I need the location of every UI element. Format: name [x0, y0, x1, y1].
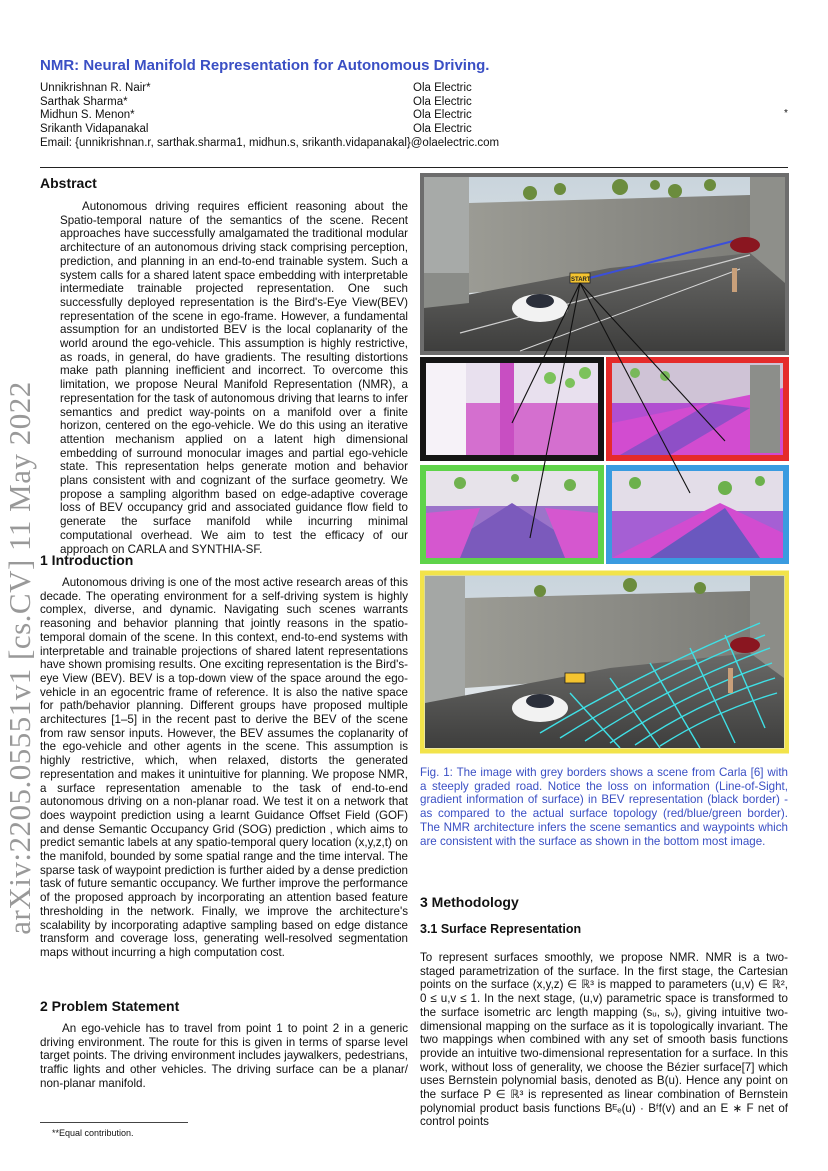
- author-name: Unnikrishnan R. Nair*: [40, 82, 151, 94]
- figure-1-caption: [420, 766, 788, 848]
- author-affiliation: Ola Electric: [413, 109, 472, 122]
- problem-statement-section: [40, 998, 408, 1091]
- author-affiliation: Ola Electric: [413, 95, 472, 108]
- figure-1-illustration: [420, 173, 789, 758]
- author-name: Srikanth Vidapanakal: [40, 122, 149, 135]
- author-affiliation: Ola Electric: [413, 82, 472, 94]
- surface-representation-text: To represent surfaces smoothly, we propose NMR. NMR is a two-staged parametrization of the surface. In the first stage, the Cartesian points on the surface (x,y,z) ∈ ℝ³ is mapped to parameters (u,v) ∈ ℝ², 0 ≤ u,v ≤ 1. In the next stage, (u,v) parametric space is transformed to the surface isometric arc length mapping (sᵤ, sᵥ), giving intuitive two-dimensional mapping on the surface as it is topologically invariant. The two mappings when combined with any set of smooth basis functions provide an intuitive two-dimensional representation for a surface. In this work, without loss of generality, we choose the Bézier surface[7] which uses Bernstein polynomial basis, denoted as B(u). Hence any point on the surface P ∈ ℝ³ is represented as linear combination of Bernstein polynomial product basis functions Bᴱₑ(u) · Bᶠf(v) and an E ∗ F net of control points: [420, 951, 788, 1129]
- methodology-heading: 3 Methodology: [420, 894, 519, 910]
- footnote: **Equal contribution.: [52, 1128, 134, 1138]
- bev-panel: [423, 360, 601, 458]
- caption-text: The image with grey borders shows a scene from Carla [6] with a steeply graded road. Notice the loss on information (Line-of-Sight, gradient information of surface) in BEV representation (black border) - as compared to the actual surface topology (red/blue/green border). The NMR architecture infers the scene semantics and waypoints which are consistent with the surface as shown in the bottom most image.: [420, 766, 788, 848]
- author-affiliation: Ola Electric: [413, 122, 472, 135]
- abstract-heading: Abstract: [40, 175, 97, 191]
- nmr-prediction-panel: [422, 573, 787, 751]
- abstract-section: [40, 175, 408, 556]
- surface-panel-red: [609, 360, 786, 458]
- introduction-section: [40, 552, 408, 960]
- footnote-divider: [40, 1122, 188, 1123]
- header-divider: [40, 167, 788, 168]
- problem-statement-heading: 2 Problem Statement: [40, 998, 180, 1014]
- author-emails: Email: {unnikrishnan.r, sarthak.sharma1, midhun.s, srikanth.vidapanakal}@olaelectric.com: [40, 137, 500, 149]
- methodology-section: [420, 894, 788, 1129]
- caption-label: Fig. 1:: [420, 766, 453, 779]
- star-mark: *: [784, 108, 788, 119]
- author-affiliations: [413, 82, 472, 136]
- surface-panel-green: [423, 468, 601, 561]
- surface-panel-blue: [609, 468, 786, 561]
- problem-statement-text: An ego-vehicle has to travel from point 1 to point 2 in a generic driving environment. The route for this is given in terms of sparse level target points. The driving environment includes jaywalkers, pedestrians, traffic lights and other vehicles. The driving surface can be a planar/ non-planar manifold.: [40, 1022, 408, 1090]
- carla-scene-panel: [422, 175, 787, 353]
- abstract-text: Autonomous driving requires efficient reasoning about the Spatio-temporal nature of the semantics of the scene. Recent approaches have successfully amalgamated the traditional modular architecture of an autonomous driving stack comprising perception, prediction, and planning in an end-to-end trainable system. Such a system calls for a shared latent space embedding with interpretable intermediate trainable projected representation. One such successfully deployed representation is the Bird's-Eye View(BEV) representation of the scene in ego-frame. However, a fundamental assumption for an undistorted BEV is the local coplanarity of the world around the ego-vehicle. This assumption is highly restrictive, as roads, in general, do have gradients. The resulting distortions make path planning inefficient and incorrect. To overcome this limitation, we propose Neural Manifold Representation (NMR), a representation for the task of autonomous driving that learns to infer semantics and predict way-points on a manifold over a finite horizon, centered on the ego-vehicle. We do this using an iterative attention mechanism applied on a latent high dimensional embedding of surround monocular images and partial ego-vehicle state. This representation helps generate motion and behavior plans consistent with and cognizant of the surface geometry. We propose a sampling algorithm based on edge-adaptive coverage loss of BEV occupancy grid and associated guidance flow field to generate the surface manifold while incurring minimal computational overhead. We aim to test the efficacy of our approach on CARLA and SYNTHIA-SF.: [60, 200, 409, 556]
- introduction-text: Autonomous driving is one of the most active research areas of this decade. The operating environment for a self-driving system is highly complex, diverse, and dynamic. Navigating such scenes warrants reasoning and behavior planning that jointly reasons in the spatio-temporal domain of the scene. In this context, end-to-end systems with interpretable and trainable projections of shared latent representations have shown promising results. One exciting representation is the Bird's-eye View (BEV). BEV is a top-down view of the space around the ego-vehicle in an egocentric frame of reference. It is also the native space for path/behavior planning. Different groups have proposed multiple architectures [1–5] in the recent past to derive the BEV of the scene from raw sensor inputs. However, the BEV assumes the coplanarity of the ego-vehicle and other agents in the scene. This assumption is highly restrictive, which, when relaxed, distorts the generated representation and makes it unintuitive for planning. We propose NMR, a surface representation amenable to the task of end-to-end autonomous driving on a non-planar road. We test it on a network that does waypoint prediction using a learnt Guidance Offset Field (GOF) and dense Semantic Occupancy Grid (SOG) prediction , which aims to predict semantic labels at any spatio-temporal query location (x,y,z,t) on the manifold, bounded by some spatial range and the time interval. The sparse task of waypoint prediction is further aided by a dense prediction task of future semantic occupancy. We further improve the performance of the proposed approach by incorporating an attention based feature thresholding in the network. Finally, we improve the architecture's scalability by incorporating adaptive sampling based on edge distance transform and coverage loss, generating well-resolved segmentation maps without incurring a high computation cost.: [40, 576, 408, 959]
- paper-title: NMR: Neural Manifold Representation for Autonomous Driving.: [40, 57, 490, 74]
- author-names: [40, 82, 151, 136]
- author-name: Midhun S. Menon*: [40, 109, 135, 122]
- start-label: START: [571, 277, 591, 283]
- figure-1: [420, 173, 789, 758]
- introduction-heading: 1 Introduction: [40, 552, 134, 568]
- author-name: Sarthak Sharma*: [40, 95, 128, 108]
- surface-representation-heading: 3.1 Surface Representation: [420, 922, 582, 936]
- arxiv-watermark: arXiv:2205.05551v1 [cs.CV] 11 May 2022: [2, 381, 37, 935]
